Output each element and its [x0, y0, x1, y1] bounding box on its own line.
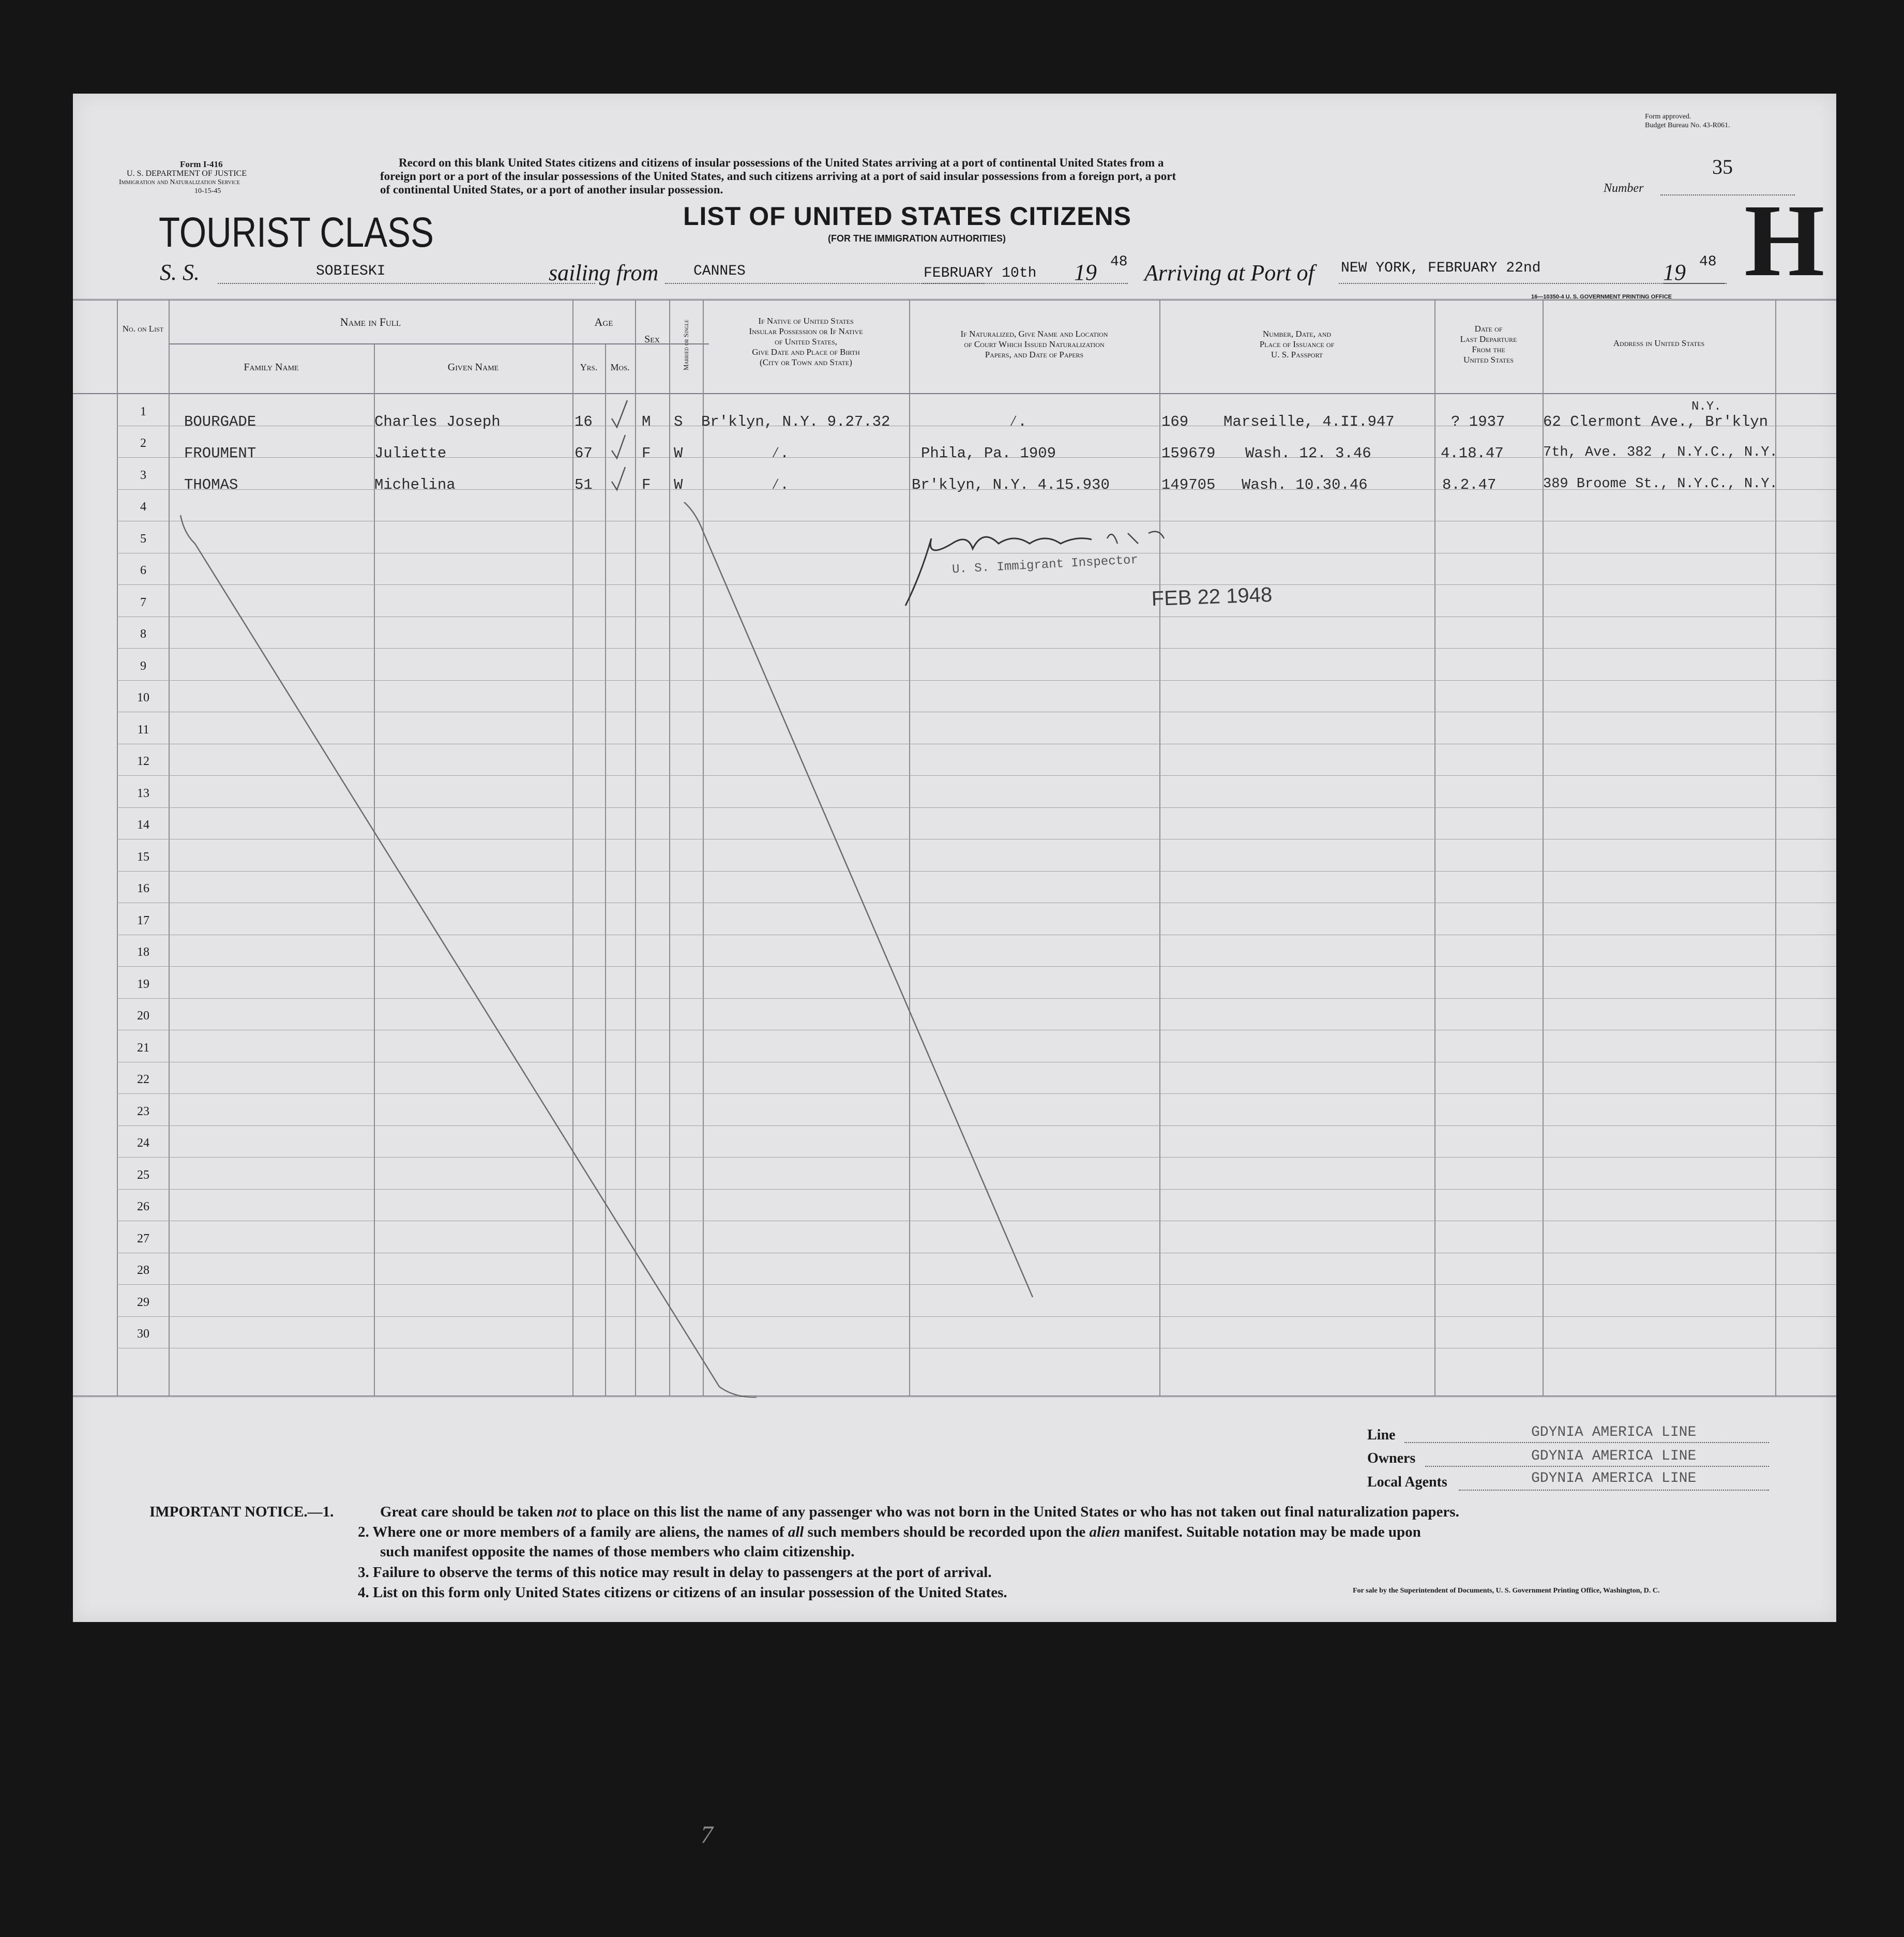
passport-issue: Marseille, 4.II.947	[1223, 413, 1395, 430]
us-address: 62 Clermont Ave., Br'klyn	[1543, 413, 1769, 430]
family-name: BOURGADE	[184, 413, 256, 430]
notice-item-2-text: Where one or more members of a family are aliens, the names of	[372, 1524, 784, 1540]
agents-label: Local Agents	[1367, 1474, 1447, 1490]
row-number: 20	[137, 1009, 149, 1023]
us-address: 389 Broome St., N.Y.C., N.Y.	[1543, 476, 1778, 492]
row-number: 13	[137, 786, 149, 800]
time-note-mark	[1107, 532, 1164, 544]
notice-item-2-text-mid: such members should be recorded upon the	[807, 1524, 1086, 1540]
row-number: 16	[137, 882, 149, 895]
row-number: 18	[137, 945, 149, 959]
row-number: 29	[137, 1295, 149, 1309]
row-number: 12	[137, 755, 149, 768]
header-age: Age	[594, 316, 613, 328]
marital-status: W	[674, 476, 683, 493]
class-label: TOURIST CLASS	[159, 209, 434, 256]
header-departure-3: From the	[1472, 344, 1505, 354]
row-number: 19	[137, 977, 149, 991]
header-native-1: If Native of United States	[758, 316, 854, 326]
owners-label: Owners	[1367, 1450, 1416, 1466]
header-departure-4: United States	[1463, 355, 1514, 365]
row-number: 26	[137, 1200, 149, 1213]
birth-place-date: Br'klyn, N.Y. 9.27.32	[701, 413, 890, 430]
header-passport-3: U. S. Passport	[1271, 350, 1323, 359]
row-number: 27	[137, 1232, 149, 1245]
row-number: 23	[137, 1104, 149, 1118]
header-mos: Mos.	[610, 362, 630, 372]
sale-note: For sale by the Superintendent of Documents, U. S. Government Printing Office, Washington, D. C.	[1353, 1587, 1660, 1595]
naturalization: Phila, Pa. 1909	[921, 445, 1056, 462]
last-departure: 4.18.47	[1441, 445, 1504, 462]
arriving-label: Arriving at Port of	[1144, 260, 1314, 286]
arrival-year: 48	[1699, 254, 1717, 270]
notice-item-1-emphasis: not	[556, 1504, 577, 1520]
given-name: Juliette	[374, 445, 447, 462]
check-mark	[612, 435, 625, 458]
document-title: LIST OF UNITED STATES CITIZENS	[683, 202, 1132, 231]
last-departure: ? 1937	[1451, 413, 1505, 430]
instructions-line-2: foreign port or a port of the insular possessions of the United States, and such citizens arriving at a port of said insular possessions from a foreign port, a port	[380, 170, 1176, 183]
sex: M	[642, 413, 651, 430]
header-native-4: Give Date and Place of Birth	[752, 347, 860, 357]
notice-item-2-emphasis-alien: alien	[1089, 1524, 1121, 1540]
notice-item-2	[358, 1522, 1421, 1542]
row-number: 30	[137, 1327, 149, 1341]
row-number: 21	[137, 1041, 149, 1055]
notice-item-1-text: Great care should be taken	[380, 1504, 553, 1520]
ship-name: SOBIESKI	[316, 263, 386, 279]
owners-underline	[1425, 1466, 1769, 1467]
sailing-from-label: sailing from	[549, 260, 659, 286]
header-yrs: Yrs.	[580, 362, 598, 372]
passport-number: 149705	[1161, 476, 1216, 493]
age-years: 51	[575, 476, 593, 493]
row-number: 3	[140, 468, 146, 482]
notice-item-3: 3. Failure to observe the terms of this notice may result in delay to passengers at the port of arrival.	[358, 1564, 992, 1581]
row-number: 4	[140, 500, 146, 514]
row-number: 2	[140, 437, 146, 450]
family-name: THOMAS	[184, 476, 238, 493]
address-note: N.Y.	[1691, 400, 1721, 414]
print-code: 16—10350-4 U. S. GOVERNMENT PRINTING OFFICE	[1531, 294, 1672, 300]
header-address: Address in United States	[1613, 338, 1705, 348]
row-number: 9	[140, 659, 146, 673]
header-naturalized-2: of Court Which Issued Naturalization	[964, 339, 1105, 349]
naturalization: ∕.	[1009, 413, 1027, 430]
header-native-3: of United States,	[775, 337, 837, 347]
row-number: 25	[137, 1168, 149, 1182]
line-underline	[1404, 1442, 1769, 1443]
naturalization: Br'klyn, N.Y. 4.15.930	[912, 476, 1110, 493]
departure-year-prefix: 19	[1074, 260, 1097, 285]
header-native-5: (City or Town and State)	[760, 357, 852, 367]
last-departure: 8.2.47	[1442, 476, 1497, 493]
document-subtitle: (FOR THE IMMIGRATION AUTHORITIES)	[828, 233, 1006, 244]
page-mark: 7	[701, 1821, 713, 1849]
notice-item-2-text-end: manifest. Suitable notation may be made upon	[1124, 1524, 1421, 1540]
sex: F	[642, 476, 651, 493]
row-number: 6	[140, 564, 146, 577]
age-years: 67	[575, 445, 593, 462]
ss-label: S. S.	[160, 260, 200, 285]
line-name: GDYNIA AMERICA LINE	[1531, 1424, 1697, 1440]
header-naturalized-1: If Naturalized, Give Name and Location	[960, 329, 1108, 339]
row-number: 11	[137, 723, 149, 737]
row-number: 7	[140, 595, 146, 609]
passport-number: 159679	[1161, 445, 1216, 462]
section-letter: H	[1744, 184, 1825, 298]
row-number: 14	[137, 818, 149, 832]
age-years: 16	[575, 413, 593, 430]
header-passport-1: Number, Date, and	[1262, 329, 1332, 339]
family-name: FROUMENT	[184, 445, 256, 462]
void-line-left	[180, 515, 757, 1397]
notice-item-2-emphasis: all	[788, 1524, 804, 1540]
check-mark	[612, 400, 627, 427]
approval-line-2: Budget Bureau No. 43-R061.	[1645, 122, 1730, 129]
row-number: 5	[140, 532, 146, 546]
form-department: U. S. DEPARTMENT OF JUSTICE	[127, 169, 247, 178]
passport-number: 169	[1161, 413, 1189, 430]
form-number: Form I-416	[180, 159, 223, 169]
row-number: 1	[140, 404, 146, 418]
arrival-port-date: NEW YORK, FEBRUARY 22nd	[1341, 260, 1541, 276]
handwritten-marks	[73, 94, 1836, 1622]
notice-item-4: 4. List on this form only United States citizens or citizens of an insular possession of the United States.	[358, 1584, 1007, 1601]
header-native-2: Insular Possession or If Native	[749, 326, 863, 336]
void-line-right	[684, 502, 1033, 1297]
row-number: 24	[137, 1136, 149, 1150]
row-number: 8	[140, 627, 146, 641]
number-label: Number	[1604, 182, 1644, 195]
agents-underline	[1459, 1490, 1769, 1491]
agents-name: GDYNIA AMERICA LINE	[1531, 1470, 1697, 1486]
notice-item-1	[380, 1502, 1459, 1522]
header-passport-2: Place of Issuance of	[1259, 339, 1335, 349]
sheet-number: 35	[1712, 155, 1733, 178]
passport-issue: Wash. 12. 3.46	[1245, 445, 1371, 462]
notice-item-2-continued: such manifest opposite the names of those members who claim citizenship.	[380, 1543, 855, 1560]
marital-status: W	[674, 445, 683, 462]
birth-place-date: ∕.	[771, 445, 789, 462]
manifest-sheet	[73, 94, 1836, 1622]
header-no: No. on List	[122, 324, 164, 334]
passport-issue: Wash. 10.30.46	[1242, 476, 1368, 493]
header-married: Married or Single	[682, 319, 690, 371]
form-service: Immigration and Naturalization Service	[119, 178, 240, 186]
approval-line-1: Form approved.	[1645, 113, 1691, 121]
given-name: Charles Joseph	[374, 413, 501, 430]
notice-heading: IMPORTANT NOTICE.—1.	[149, 1504, 334, 1520]
birth-place-date: ∕.	[771, 476, 789, 493]
row-number: 17	[137, 913, 149, 927]
departure-year: 48	[1110, 254, 1128, 270]
instructions-line-1: Record on this blank United States citizens and citizens of insular possessions of the United States arriving at a port of continental United States from a	[399, 156, 1164, 169]
header-departure-2: Last Departure	[1460, 334, 1517, 344]
header-family-name: Family Name	[244, 362, 299, 373]
departure-date: FEBRUARY 10th	[924, 265, 1037, 281]
notice-item-1-text-end: to place on this list the name of any passenger who was not born in the United States or who has not taken out final naturalization papers.	[580, 1504, 1459, 1520]
check-mark	[612, 467, 625, 490]
line-label: Line	[1367, 1427, 1396, 1443]
us-address: 7th, Ave. 382 , N.Y.C., N.Y.	[1543, 445, 1778, 460]
marital-status: S	[674, 413, 683, 430]
header-given-name: Given Name	[447, 362, 499, 373]
row-number: 22	[137, 1073, 149, 1086]
arrival-year-prefix: 19	[1663, 260, 1686, 285]
row-number: 10	[137, 691, 149, 704]
given-name: Michelina	[374, 476, 456, 493]
inspector-stamp: U. S. Immigrant Inspector	[951, 553, 1139, 577]
form-date: 10-15-45	[194, 187, 221, 195]
owners-name: GDYNIA AMERICA LINE	[1531, 1448, 1697, 1464]
date-stamp: FEB 22 1948	[1151, 583, 1273, 610]
instructions-line-3: of continental United States, or a port of another insular possession.	[380, 183, 723, 196]
sex: F	[642, 445, 651, 462]
header-naturalized-3: Papers, and Date of Papers	[985, 350, 1084, 359]
header-sex: Sex	[644, 334, 660, 345]
header-name-in-full: Name in Full	[340, 316, 401, 328]
row-number: 15	[137, 850, 149, 864]
port-from: CANNES	[693, 263, 746, 279]
header-departure-1: Date of	[1474, 324, 1503, 334]
notice-item-2-number: 2.	[358, 1524, 369, 1540]
row-number: 28	[137, 1264, 149, 1277]
